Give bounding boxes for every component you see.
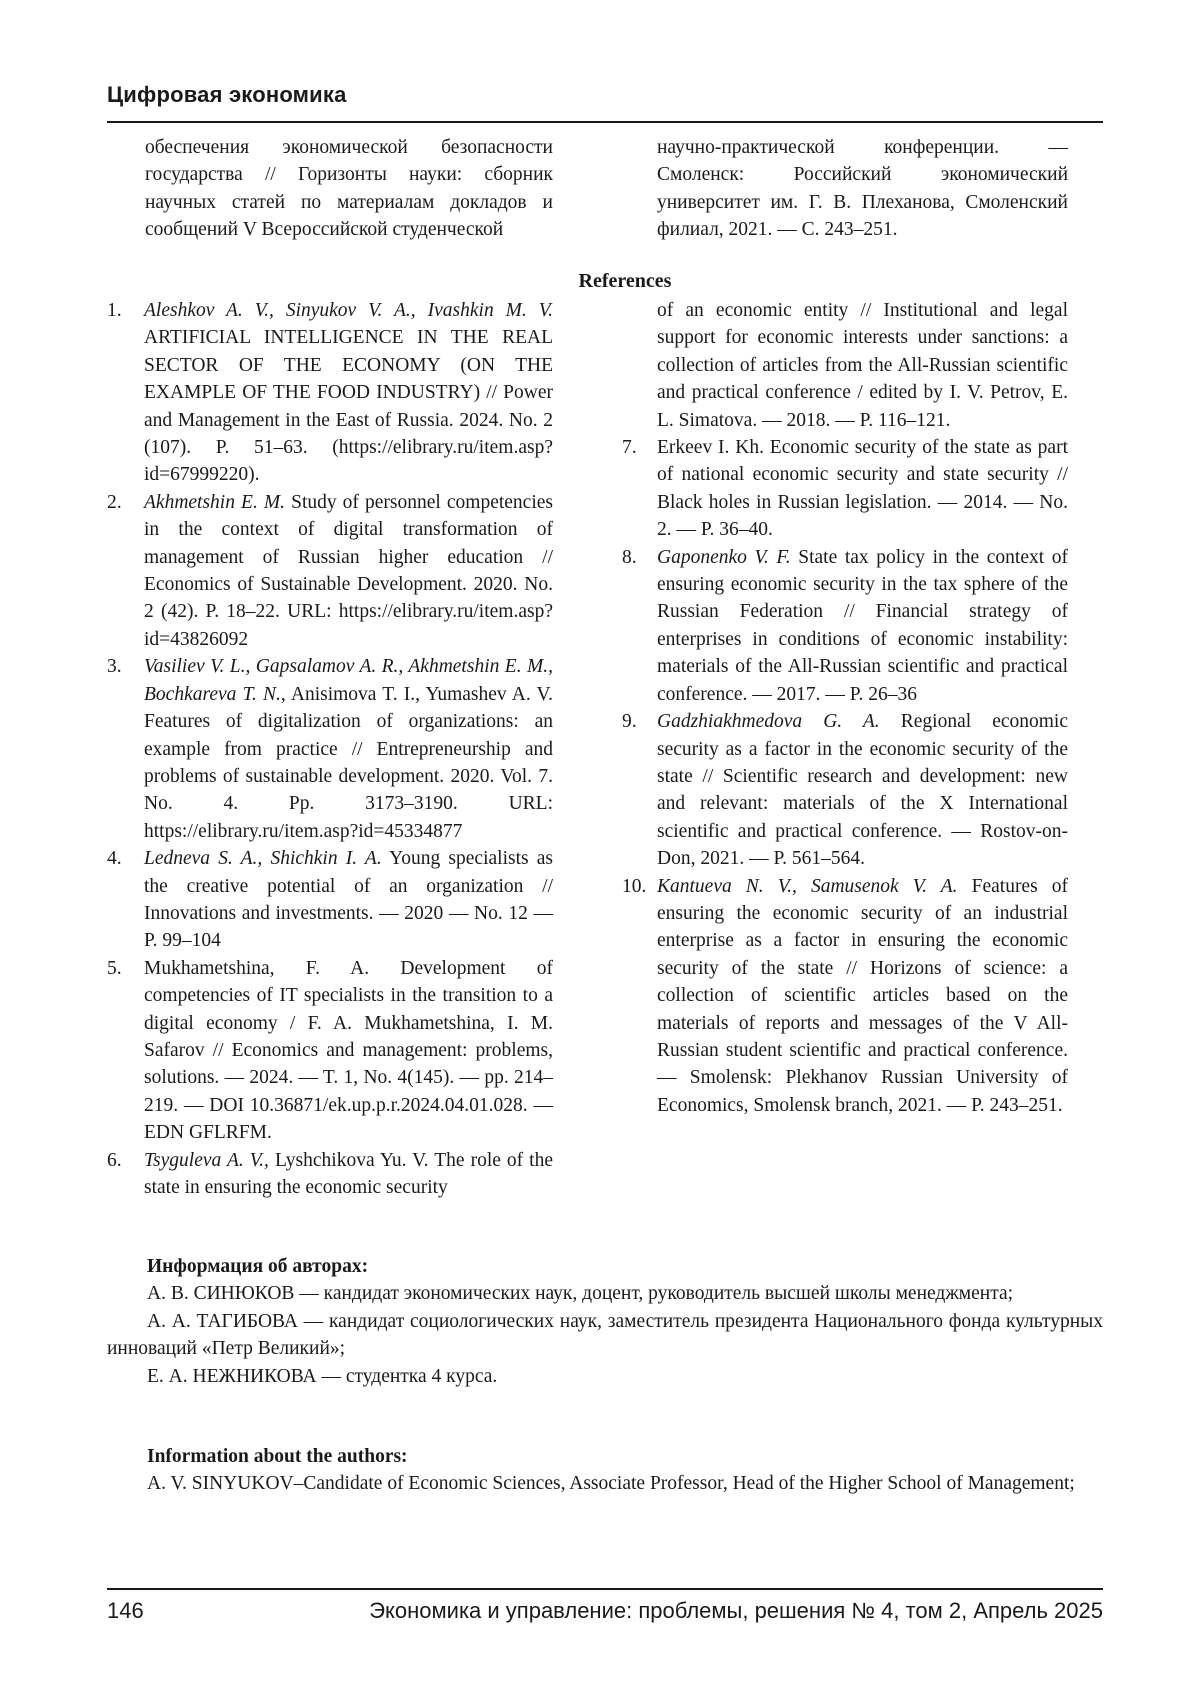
authors-info-en-label: Information about the authors: bbox=[147, 1446, 408, 1467]
section-title: Цифровая экономика bbox=[107, 82, 347, 107]
reference-item bbox=[107, 297, 553, 489]
reference-continuation: of an economic entity // Institutional and legal support for economic interests under sanctions: a collection of articles from the All-Russian scientific and practical conference / edited by I. V. Petrov, E. L. Simatova. — 2018. — P. 116–121. bbox=[657, 300, 1068, 431]
authors-info-ru-label: Информация об авторах: bbox=[147, 1256, 369, 1277]
reference-body bbox=[144, 1147, 553, 1202]
reference-authors: Ledneva S. A., Shichkin I. A. bbox=[144, 848, 382, 870]
authors-info-ru bbox=[107, 1253, 1103, 1390]
author-line: А. А. ТАГИБОВА — кандидат социологических наук, заместитель президента Национального фонда культурных инноваций «Петр Великий»; bbox=[107, 1310, 1103, 1360]
reference-number: 5. bbox=[107, 957, 122, 979]
reference-authors: Akhmetshin E. M. bbox=[144, 491, 286, 513]
previous-page-tail-left: обеспечения экономической безопасности государства // Горизонты науки: сборник научных статей по материалам докладов и сообщений V Всероссийской студенческой bbox=[145, 137, 553, 241]
reference-text: Young specialists as the creative potential of an organization // Innovations and investments. — 2020 — No. 12 — P. 99–104 bbox=[144, 848, 553, 952]
references-left-column bbox=[107, 297, 553, 1201]
author-line: A. V. SINYUKOV–Candidate of Economic Sciences, Associate Professor, Head of the Higher School of Management; bbox=[147, 1473, 1075, 1495]
reference-number: 6. bbox=[107, 1149, 122, 1171]
page-number: 146 bbox=[107, 1598, 144, 1623]
reference-authors: Gaponenko V. F. bbox=[657, 546, 791, 568]
reference-text: Erkeev I. Kh. Economic security of the state as part of national economic security and state security // Black holes in Russian legislation. — 2014. — No. 2. — P. 36–40. bbox=[657, 437, 1068, 541]
reference-number: 10. bbox=[622, 875, 647, 897]
reference-authors: Gadzhiakhmedova G. A. bbox=[657, 711, 880, 733]
reference-body bbox=[144, 955, 553, 1147]
reference-number: 4. bbox=[107, 848, 122, 870]
reference-item bbox=[622, 873, 1068, 1120]
journal-info: Экономика и управление: проблемы, решения № 4, том 2, Апрель 2025 bbox=[369, 1598, 1103, 1623]
reference-body bbox=[657, 873, 1068, 1120]
reference-body bbox=[144, 653, 553, 845]
running-header bbox=[107, 82, 1103, 108]
reference-text: Features of ensuring the economic security of an industrial enterprise as a factor in ensuring the economic security of the state // Horizons of science: a collection of scientific articles based on the materials of reports and messages of the V All-Russian student scientific and practical conference. — Smolensk: Plekhanov Russian University of Economics, Smolensk branch, 2021. — P. 243–251. bbox=[657, 875, 1068, 1116]
reference-authors: Kantueva N. V., Samusenok V. A. bbox=[657, 875, 958, 897]
reference-item bbox=[107, 845, 553, 955]
reference-item bbox=[107, 955, 553, 1147]
reference-body bbox=[657, 708, 1068, 872]
reference-text: Mukhametshina, F. A. Development of competencies of IT specialists in the transition to a digital economy / F. A. Mukhametshina, I. M. Safarov // Economics and management: problems, solutions. — 2024. — T. 1, No. 4(145). — pp. 214–219. — DOI 10.36871/ek.up.p.r.2024.04.01.028. — EDN GFLRFM. bbox=[144, 957, 553, 1144]
reference-text: Lyshchikova Yu. V. The role of the state in ensuring the economic security bbox=[144, 1149, 554, 1198]
author-line: Е. А. НЕЖНИКОВА — студентка 4 курса. bbox=[147, 1365, 498, 1387]
reference-authors: Vasiliev V. L., Gapsalamov A. R., Akhmetshin E. M., Bochkareva T. N., bbox=[144, 656, 553, 705]
reference-text: ARTIFICIAL INTELLIGENCE IN THE REAL SECTOR OF THE ECONOMY (ON THE EXAMPLE OF THE FOOD INDUSTRY) // Power and Management in the East of Russia. 2024. No. 2 (107). P. 51–63. (https://elibrary.ru/item.asp?id=67999220). bbox=[144, 327, 553, 486]
reference-body bbox=[144, 489, 553, 653]
reference-item bbox=[107, 489, 553, 653]
reference-body bbox=[144, 297, 553, 489]
header-rule bbox=[107, 121, 1103, 123]
reference-body bbox=[144, 845, 553, 955]
footer-rule bbox=[107, 1588, 1103, 1590]
reference-item bbox=[622, 544, 1068, 708]
authors-info-en bbox=[107, 1443, 1103, 1498]
author-line: А. В. СИНЮКОВ — кандидат экономических наук, доцент, руководитель высшей школы менеджмента; bbox=[147, 1283, 1014, 1305]
reference-authors: Aleshkov A. V., Sinyukov V. A., Ivashkin M. V. bbox=[144, 300, 553, 321]
reference-item bbox=[107, 653, 553, 845]
previous-page-tail-right: научно-практической конференции. — Смоленск: Российский экономический университет им. Г. В. Плеханова, Смоленский филиал, 2021. — С. 243–251. bbox=[657, 137, 1068, 241]
reference-item bbox=[622, 434, 1068, 544]
reference-text: Study of personnel competencies in the context of digital transformation of management of Russian higher education // Economics of Sustainable Development. 2020. No. 2 (42). P. 18–22. URL: https://elibrary.ru/item.asp?id=43826092 bbox=[144, 491, 553, 650]
references-right-column bbox=[622, 297, 1068, 1119]
reference-body bbox=[657, 434, 1068, 544]
reference-number: 3. bbox=[107, 656, 122, 678]
reference-number: 1. bbox=[107, 300, 122, 321]
reference-number: 9. bbox=[622, 711, 637, 733]
references-heading: References bbox=[578, 270, 672, 292]
reference-number: 2. bbox=[107, 491, 122, 513]
reference-number: 7. bbox=[622, 437, 637, 459]
reference-authors: Tsyguleva A. V., bbox=[144, 1149, 269, 1171]
reference-text: State tax policy in the context of ensuring economic security in the tax sphere of the Russian Federation // Financial strategy of enterprises in conditions of economic instability: materials of the All-Russian scientific and practical conference. — 2017. — P. 26–36 bbox=[657, 546, 1068, 705]
reference-item bbox=[622, 708, 1068, 872]
reference-number: 8. bbox=[622, 546, 637, 568]
reference-body bbox=[657, 544, 1068, 708]
reference-item bbox=[107, 1147, 553, 1202]
reference-text: Regional economic security as a factor in the economic security of the state // Scientific research and development: new and relevant: materials of the X International scientific and practical conference. — Rostov-on-Don, 2021. — P. 561–564. bbox=[657, 711, 1069, 870]
reference-text: Anisimova T. I., Yumashev A. V. Features of digitalization of organizations: an example from practice // Entrepreneurship and problems of sustainable development. 2020. Vol. 7. No. 4. Pp. 3173–3190. URL: https://elibrary.ru/item.asp?id=45334877 bbox=[144, 683, 553, 842]
